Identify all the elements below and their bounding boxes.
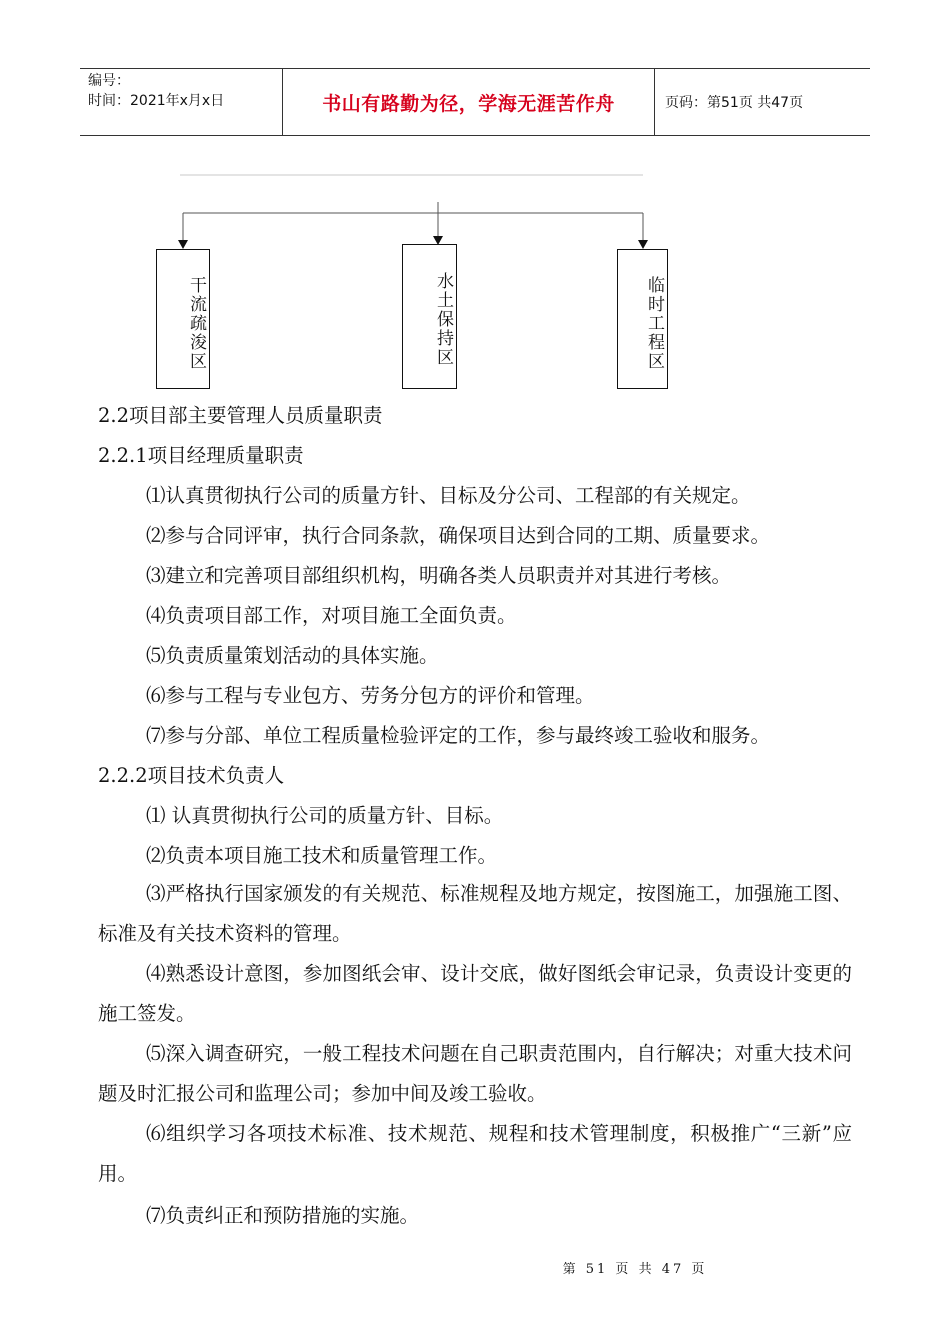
time-label: 时间：2021年x月x日 [88, 93, 225, 109]
list-item: ⑶严格执行国家颁发的有关规范、标准规程及地方规定，按图施工，加强施工图、标准及有关技术资料的管理。 [98, 882, 852, 945]
box-label: 水土保持区 [433, 272, 453, 367]
list-item: ⑸负责质量策划活动的具体实施。 [146, 644, 439, 667]
box-main-channel-dredging [156, 249, 210, 389]
org-chart-connectors [0, 160, 950, 400]
heading-2-2-1: 2.2.1项目经理质量职责 [98, 444, 304, 467]
header-page-info [655, 69, 870, 135]
footer-page-number: 第 51 页 共 47 页 [562, 1262, 708, 1277]
box-temporary-works [617, 249, 668, 389]
arrow-left-icon [178, 240, 188, 249]
list-item: ⑸深入调查研究，一般工程技术问题在自己职责范围内，自行解决；对重大技术问题及时汇报公司和监理公司；参加中间及竣工验收。 [98, 1042, 852, 1105]
heading-2-2: 2.2项目部主要管理人员质量职责 [98, 404, 383, 427]
list-item: ⑹组织学习各项技术标准、技术规范、规程和技术管理制度，积极推广“三新”应用。 [98, 1122, 852, 1185]
list-item: ⑶建立和完善项目部组织机构，明确各类人员职责并对其进行考核。 [146, 564, 732, 587]
org-chart [0, 160, 950, 400]
page-info-text: 页码：第51页 共47页 [665, 95, 804, 111]
page-header [80, 68, 870, 136]
list-item: ⑷熟悉设计意图，参加图纸会审、设计交底，做好图纸会审记录，负责设计变更的施工签发。 [98, 962, 852, 1025]
list-item: ⑵参与合同评审，执行合同条款，确保项目达到合同的工期、质量要求。 [146, 524, 771, 547]
list-item: ⑺参与分部、单位工程质量检验评定的工作，参与最终竣工验收和服务。 [146, 724, 771, 747]
box-label: 干流疏浚区 [186, 275, 206, 371]
list-item: ⑷负责项目部工作，对项目施工全面负责。 [146, 604, 517, 627]
list-item: ⑴认真贯彻执行公司的质量方针、目标及分公司、工程部的有关规定。 [146, 484, 751, 507]
list-item: ⑴ 认真贯彻执行公司的质量方针、目标。 [146, 804, 504, 827]
page-footer [0, 1258, 950, 1277]
list-item: ⑹参与工程与专业包方、劳务分包方的评价和管理。 [146, 684, 595, 707]
list-item: ⑺负责纠正和预防措施的实施。 [146, 1204, 420, 1227]
box-soil-water-conservation [402, 244, 457, 389]
heading-2-2-2: 2.2.2项目技术负责人 [98, 764, 285, 787]
number-label: 编号： [88, 73, 130, 89]
header-meta [80, 69, 282, 135]
arrow-right-icon [638, 240, 648, 249]
box-label: 临时工程区 [644, 275, 664, 371]
header-motto-cell [282, 69, 655, 135]
motto-text: 书山有路勤为径，学海无涯苦作舟 [322, 92, 615, 115]
list-item: ⑵负责本项目施工技术和质量管理工作。 [146, 844, 498, 867]
